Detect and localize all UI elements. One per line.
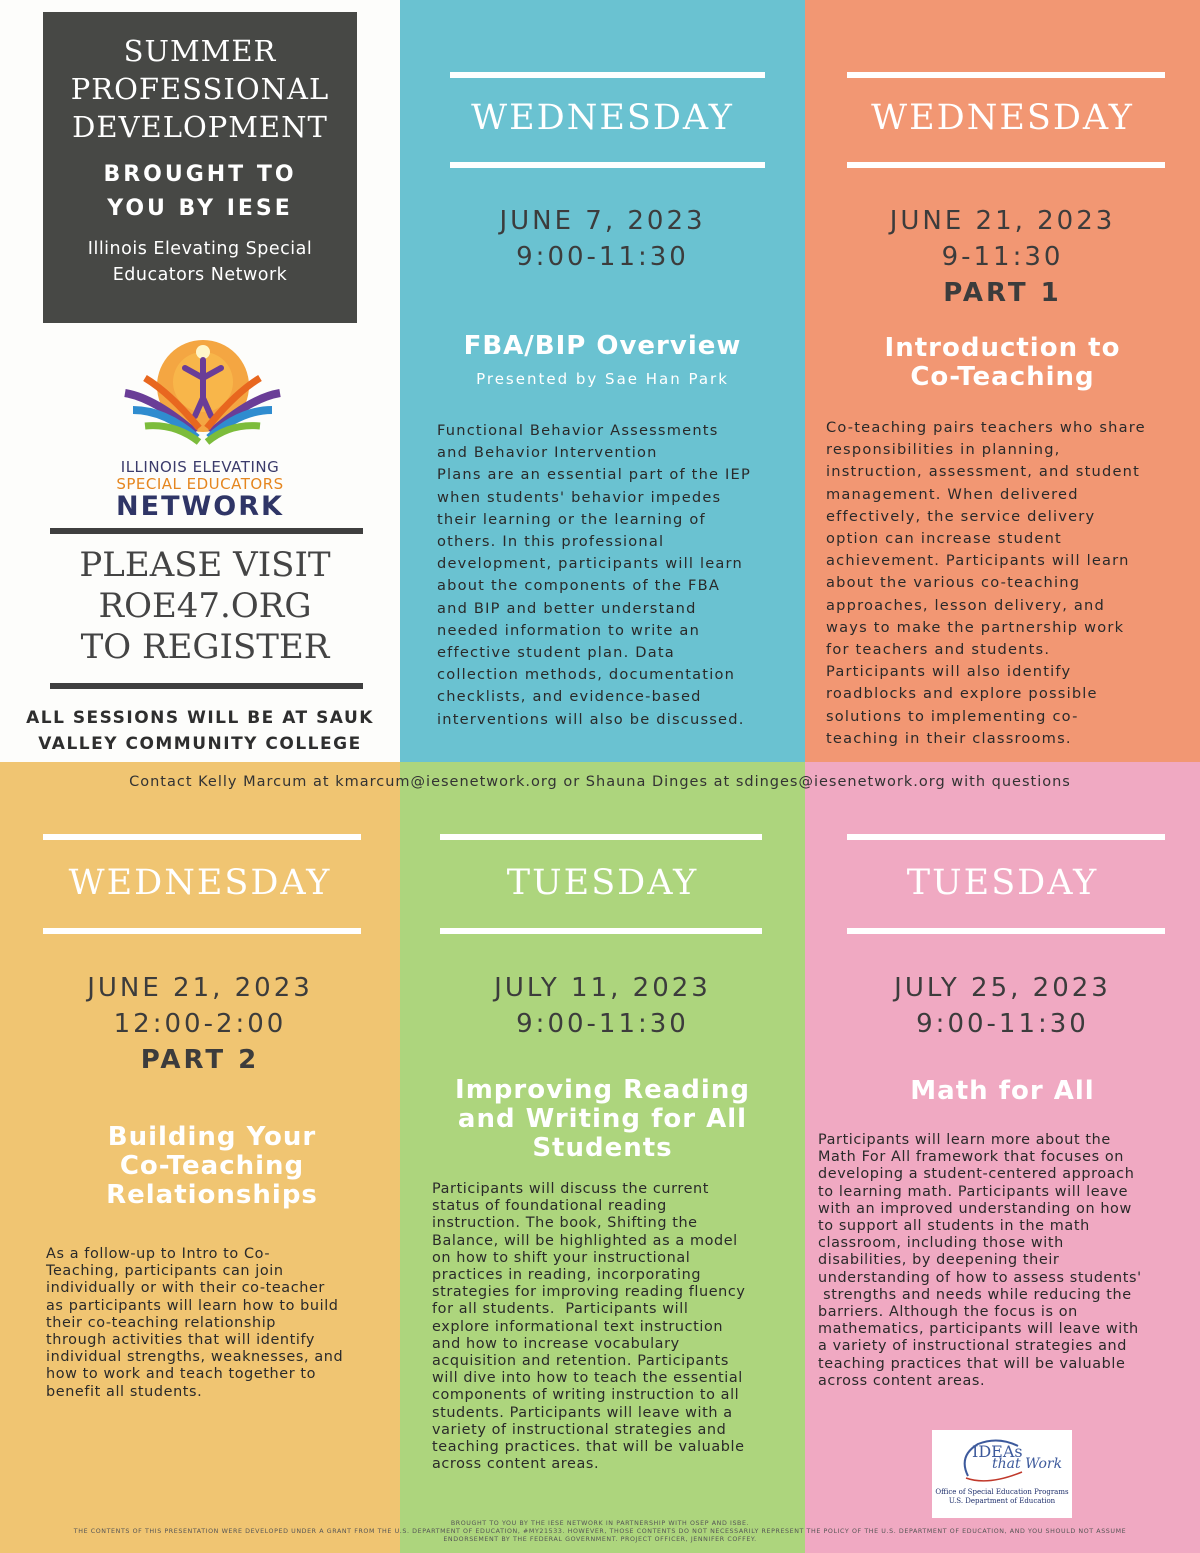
description-line: on how to shift your instructional xyxy=(432,1249,691,1266)
divider xyxy=(847,162,1165,168)
visit-line: TO REGISTER xyxy=(80,627,330,667)
session-coteach-2 xyxy=(0,800,400,1553)
session-day: WEDNESDAY xyxy=(871,98,1134,138)
date-text: JULY 25, 2023 xyxy=(894,973,1111,1003)
time-text: 9:00-11:30 xyxy=(516,242,689,272)
description-line: needed information to write an xyxy=(437,621,701,639)
title-line: Improving Reading xyxy=(455,1075,750,1105)
session-presenter: Presented by Sae Han Park xyxy=(476,370,729,388)
session-coteach-1 xyxy=(805,0,1200,762)
part-label: PART 1 xyxy=(943,278,1062,308)
description-line: strengths and needs while reducing the xyxy=(818,1286,1132,1303)
contact-info: Contact Kelly Marcum at kmarcum@iesenetwork.org or Shauna Dinges at sdinges@iesenetwork.org with questions xyxy=(129,774,1071,790)
divider xyxy=(847,72,1165,78)
description-line: others. In this professional xyxy=(437,533,665,551)
description-line: Teaching, participants can join xyxy=(46,1263,284,1280)
description-line: Functional Behavior Assessments xyxy=(437,422,719,439)
sessions-location xyxy=(0,705,400,757)
description-line: Co-teaching pairs teachers who share xyxy=(826,419,1146,436)
brought-by xyxy=(43,158,357,226)
divider xyxy=(43,834,361,840)
description-line: ways to make the partnership work xyxy=(826,618,1125,636)
title-line: Students xyxy=(532,1133,673,1163)
description-line: checklists, and evidence-based xyxy=(437,688,702,706)
description-line: and how to increase vocabulary xyxy=(432,1335,680,1352)
ideas-caption-line: U.S. Department of Education xyxy=(948,1497,1056,1505)
time-text: 9:00-11:30 xyxy=(916,1009,1089,1039)
session-date xyxy=(400,970,805,1042)
description-line: effective student plan. Data xyxy=(437,644,675,662)
description-line: students. Participants will leave with a xyxy=(432,1404,733,1421)
location-line: VALLEY COMMUNITY COLLEGE xyxy=(38,734,362,754)
description-line: when students' behavior impedes xyxy=(437,488,722,506)
description-line: collection methods, documentation xyxy=(437,666,736,684)
description-line: instruction. The book, Shifting the xyxy=(432,1215,698,1232)
session-title xyxy=(805,334,1200,392)
description-line: disabilities, by deepening their xyxy=(818,1252,1060,1269)
network-name xyxy=(43,236,357,288)
description-line: barriers. Although the focus is on xyxy=(818,1304,1078,1321)
divider xyxy=(440,928,762,934)
description-line: explore informational text instruction xyxy=(432,1318,724,1335)
description-line: mathematics, participants will leave with xyxy=(818,1321,1139,1338)
network-line: Illinois Elevating Special xyxy=(87,239,313,259)
title-line: SUMMER xyxy=(123,34,277,68)
description-line: instruction, assessment, and student xyxy=(826,463,1140,481)
description-line: teaching practices that will be valuable xyxy=(818,1355,1126,1372)
description-line: understanding of how to assess students' xyxy=(818,1269,1142,1286)
session-reading xyxy=(400,800,805,1553)
divider xyxy=(847,928,1165,934)
description-line: teaching in their classrooms. xyxy=(826,729,1072,747)
session-day: WEDNESDAY xyxy=(68,863,332,903)
description-line: As a follow-up to Intro to Co- xyxy=(46,1246,271,1262)
description-line: to support all students in the math xyxy=(818,1218,1090,1235)
time-text: 9-11:30 xyxy=(941,242,1064,272)
brought-line: YOU BY IESE xyxy=(107,196,293,221)
description-line: variety of instructional strategies and xyxy=(432,1421,727,1438)
title-line: Introduction to xyxy=(884,333,1121,363)
ideas-word: IDEAs xyxy=(972,1442,1023,1461)
footer-line: BROUGHT TO YOU BY THE IESE NETWORK IN PARTNERSHIP WITH OSEP AND ISBE. xyxy=(450,1520,750,1527)
description-line: across content areas. xyxy=(818,1372,986,1389)
ideas-caption xyxy=(932,1488,1072,1506)
intro-panel xyxy=(0,0,400,762)
session-description xyxy=(432,1181,802,1473)
description-line: practices in reading, incorporating xyxy=(432,1267,702,1284)
description-line: how to work and teach together to xyxy=(46,1366,317,1383)
session-title xyxy=(400,1076,805,1163)
session-description xyxy=(826,417,1196,750)
title-line: Co-Teaching xyxy=(910,362,1095,392)
session-description xyxy=(437,420,787,731)
session-title xyxy=(12,1123,400,1210)
description-line: to learning math. Participants will leave xyxy=(818,1183,1129,1200)
divider xyxy=(50,528,363,534)
title-line: Building Your xyxy=(107,1122,317,1152)
brought-line: BROUGHT TO xyxy=(103,162,297,187)
description-line: individual strengths, weaknesses, and xyxy=(46,1349,344,1366)
date-text: JULY 11, 2023 xyxy=(494,973,711,1003)
divider xyxy=(450,72,765,78)
description-line: benefit all students. xyxy=(46,1383,203,1400)
title-line: DEVELOPMENT xyxy=(72,110,328,144)
description-line: solutions to implementing co- xyxy=(826,707,1079,725)
divider xyxy=(450,162,765,168)
description-line: management. When delivered xyxy=(826,485,1079,503)
description-line: Plans are an essential part of the IEP xyxy=(437,466,751,484)
date-text: JUNE 21, 2023 xyxy=(87,973,313,1003)
description-line: effectively, the service delivery xyxy=(826,507,1096,525)
description-line: for all students. Participants will xyxy=(432,1301,689,1318)
title-box xyxy=(43,12,357,323)
divider xyxy=(440,834,762,840)
description-line: roadblocks and explore possible xyxy=(826,685,1098,703)
session-date xyxy=(805,970,1200,1042)
date-text: JUNE 7, 2023 xyxy=(499,206,706,236)
part-label: PART 2 xyxy=(140,1045,260,1075)
description-line: about the components of the FBA xyxy=(437,577,721,595)
description-line: Participants will learn more about the xyxy=(818,1132,1111,1148)
divider xyxy=(50,683,363,689)
ideas-word: that Work xyxy=(992,1456,1063,1472)
description-line: their learning or the learning of xyxy=(437,510,706,528)
description-line: developing a student-centered approach xyxy=(818,1166,1135,1183)
session-description xyxy=(46,1246,391,1401)
register-notice xyxy=(40,545,370,668)
description-line: for teachers and students. xyxy=(826,641,1051,659)
description-line: through activities that will identify xyxy=(46,1332,315,1349)
title-line: Co-Teaching xyxy=(119,1151,305,1181)
description-line: and Behavior Intervention xyxy=(437,444,658,462)
logo-line: SPECIAL EDUCATORS xyxy=(116,475,284,493)
ideas-that-work-logo xyxy=(932,1430,1072,1518)
ideas-caption-line: Office of Special Education Programs xyxy=(935,1488,1069,1496)
description-line: individually or with their co-teacher xyxy=(46,1280,325,1297)
logo-line: ILLINOIS ELEVATING xyxy=(120,458,280,476)
iese-logo-icon xyxy=(115,338,290,448)
session-date xyxy=(400,203,805,275)
description-line: strategies for improving reading fluency xyxy=(432,1284,746,1301)
session-date xyxy=(805,203,1200,311)
date-text: JUNE 21, 2023 xyxy=(889,206,1116,236)
logo-text xyxy=(60,458,340,522)
footer-line: ENDORSEMENT BY THE FEDERAL GOVERNMENT. PROJECT OFFICER, JENNIFER COFFEY. xyxy=(443,1536,757,1543)
divider xyxy=(847,834,1165,840)
title-line: and Writing for All xyxy=(457,1104,748,1134)
session-day: TUESDAY xyxy=(506,863,699,903)
description-line: their co-teaching relationship xyxy=(46,1314,277,1331)
description-line: Participants will also identify xyxy=(826,663,1072,681)
description-line: components of writing instruction to all xyxy=(432,1387,740,1404)
visit-line: PLEASE VISIT xyxy=(79,545,331,585)
description-line: status of foundational reading xyxy=(432,1198,667,1215)
description-line: a variety of instructional strategies and xyxy=(818,1338,1127,1355)
description-line: and BIP and better understand xyxy=(437,599,697,617)
session-title: FBA/BIP Overview xyxy=(463,331,742,361)
description-line: acquisition and retention. Participants xyxy=(432,1353,729,1370)
description-line: teaching practices. that will be valuable xyxy=(432,1439,745,1456)
network-line: Educators Network xyxy=(112,265,288,285)
title-line: Relationships xyxy=(106,1180,318,1210)
description-line: option can increase student xyxy=(826,530,1062,548)
description-line: with an improved understanding on how xyxy=(818,1200,1132,1217)
footer-line: THE CONTENTS OF THIS PRESENTATION WERE DEVELOPED UNDER A GRANT FROM THE U.S. DEPARTMENT OF EDUCATION, #MY21533. HOWEVER, THOSE CONTENTS DO NOT NECESSARILY REPRESENT THE POLICY OF THE U.S. DEPARTMENT OF EDUCATION, AND YOU SHOULD NOT ASSUME xyxy=(73,1528,1127,1535)
description-line: across content areas. xyxy=(432,1456,600,1473)
description-line: approaches, lesson delivery, and xyxy=(826,596,1105,614)
session-date xyxy=(0,970,400,1078)
time-text: 9:00-11:30 xyxy=(516,1009,689,1039)
description-line: about the various co-teaching xyxy=(826,574,1081,592)
session-fba xyxy=(400,0,805,762)
description-line: will dive into how to teach the essential xyxy=(432,1370,743,1387)
description-line: Math For All framework that focuses on xyxy=(818,1149,1124,1166)
location-line: ALL SESSIONS WILL BE AT SAUK xyxy=(26,708,374,728)
description-line: responsibilities in planning, xyxy=(826,441,1061,459)
session-day: WEDNESDAY xyxy=(471,98,734,138)
divider xyxy=(43,928,361,934)
description-line: Balance, will be highlighted as a model xyxy=(432,1232,738,1249)
session-description xyxy=(818,1132,1198,1390)
description-line: development, participants will learn xyxy=(437,555,743,573)
description-line: Participants will discuss the current xyxy=(432,1181,709,1197)
description-line: interventions will also be discussed. xyxy=(437,710,745,728)
description-line: achievement. Participants will learn xyxy=(826,552,1130,570)
logo-line: NETWORK xyxy=(116,491,284,522)
visit-line: ROE47.ORG xyxy=(98,586,312,626)
session-day: TUESDAY xyxy=(906,863,1099,903)
title-line: PROFESSIONAL xyxy=(70,72,330,106)
time-text: 12:00-2:00 xyxy=(113,1009,287,1039)
page-title xyxy=(43,32,357,146)
session-title: Math for All xyxy=(910,1076,1095,1106)
description-line: classroom, including those with xyxy=(818,1235,1064,1252)
footer-disclaimer xyxy=(0,1520,1200,1544)
description-line: as participants will learn how to build xyxy=(46,1297,339,1314)
